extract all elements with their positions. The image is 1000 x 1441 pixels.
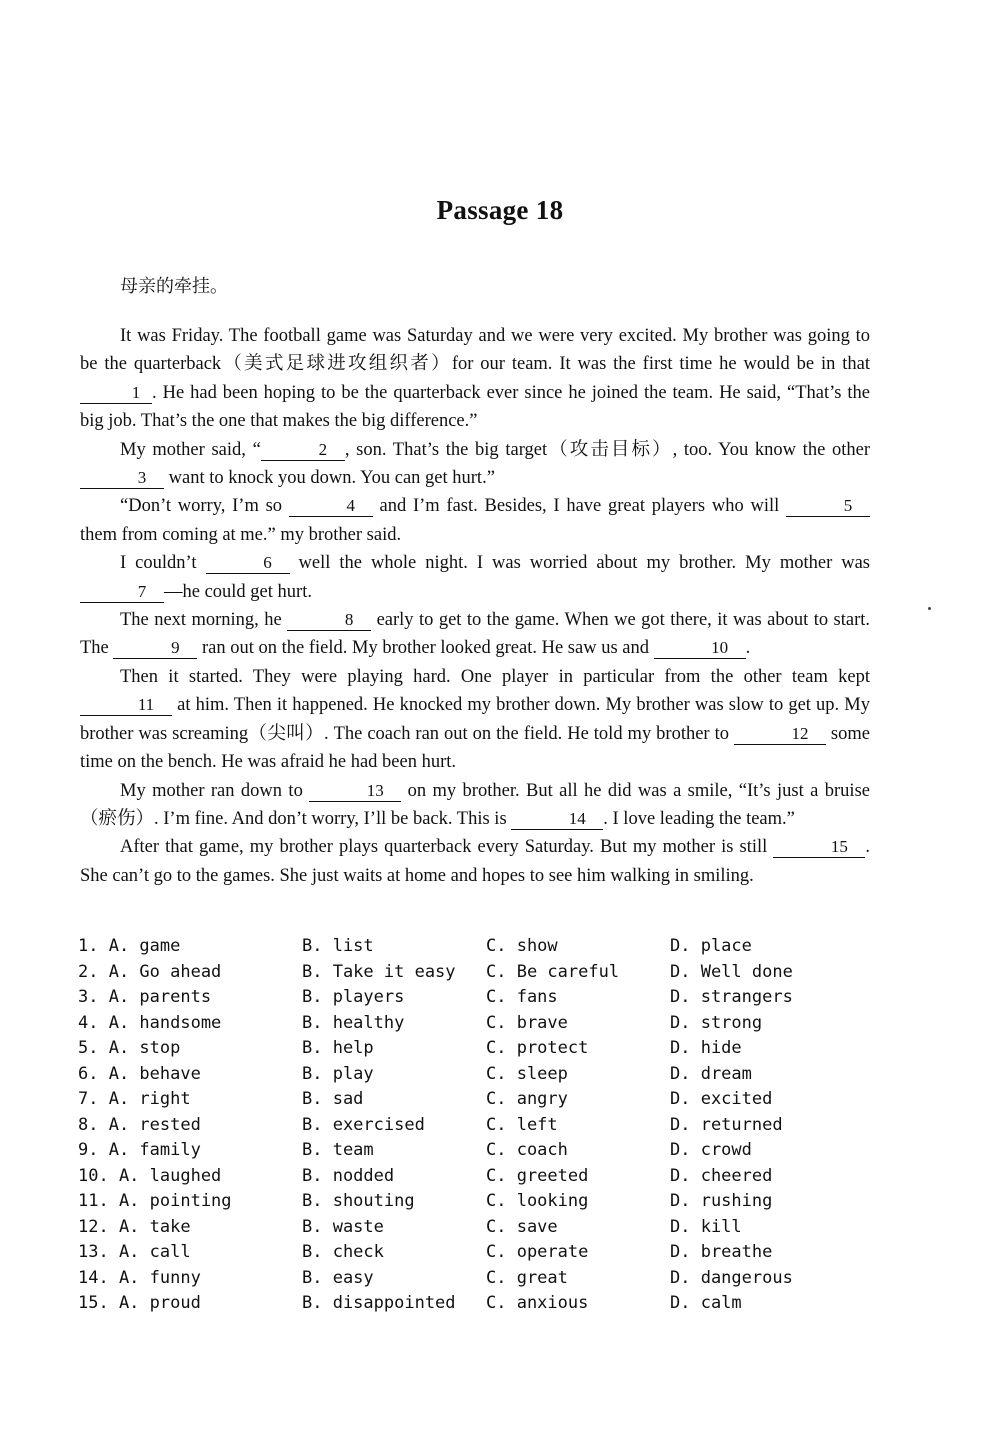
option-2-a: 2. A. Go ahead bbox=[78, 961, 222, 982]
paragraph-text: The next morning, he bbox=[120, 610, 288, 631]
paragraph-text: . I love leading the team.” bbox=[603, 808, 795, 829]
option-12-b: B. waste bbox=[302, 1216, 384, 1237]
option-4-b: B. healthy bbox=[302, 1012, 405, 1033]
option-10-d: D. cheered bbox=[670, 1165, 773, 1186]
passage-body bbox=[80, 322, 870, 890]
option-8-d: D. returned bbox=[670, 1114, 783, 1135]
option-3-c: C. fans bbox=[486, 987, 558, 1007]
option-1-d: D. place bbox=[670, 936, 752, 956]
option-3-d: D. strangers bbox=[670, 987, 793, 1007]
option-2-b: B. Take it easy bbox=[302, 961, 456, 982]
paragraph-text: “Don’t worry, I’m so bbox=[120, 496, 289, 517]
option-11-d: D. rushing bbox=[670, 1191, 773, 1211]
blank-4: 4 bbox=[289, 496, 373, 517]
scan-speck bbox=[928, 607, 931, 610]
option-row bbox=[78, 1013, 958, 1039]
option-4-a: 4. A. handsome bbox=[78, 1012, 222, 1033]
option-15-c: C. anxious bbox=[486, 1293, 589, 1313]
option-10-a: 10. A. laughed bbox=[78, 1165, 222, 1186]
paragraph-text: , son. That’s the big target（攻击目标）, too. You know the other bbox=[344, 439, 870, 460]
option-row bbox=[78, 1242, 958, 1268]
paragraph bbox=[80, 606, 870, 663]
option-8-c: C. left bbox=[486, 1114, 558, 1135]
option-5-c: C. protect bbox=[486, 1038, 589, 1058]
paragraph-text: want to knock you down. You can get hurt.” bbox=[164, 468, 495, 489]
blank-13: 13 bbox=[309, 781, 401, 802]
option-row bbox=[78, 936, 958, 962]
blank-5: 5 bbox=[786, 496, 870, 517]
paragraph-text: It was Friday. The football game was Saturday and we were very excited. My brother was going to be the quarterback（美式足球进攻组织者）for our team. It was the first time he would be in that bbox=[80, 326, 870, 375]
blank-8: 8 bbox=[287, 610, 371, 631]
blank-14: 14 bbox=[511, 809, 603, 830]
option-12-c: C. save bbox=[486, 1216, 558, 1237]
paragraph-text: on my brother. But all he did was a smile, “It’s just a bruise（瘀伤）. I’m fine. And don’t worry, I’ll be back. This is bbox=[80, 780, 870, 829]
option-9-a: 9. A. family bbox=[78, 1140, 201, 1160]
option-4-d: D. strong bbox=[670, 1012, 763, 1033]
option-row bbox=[78, 1064, 958, 1090]
paragraph-text: early to get to the game. When we got there, it was about to start. The bbox=[80, 610, 870, 659]
option-14-a: 14. A. funny bbox=[78, 1267, 201, 1288]
option-15-a: 15. A. proud bbox=[78, 1293, 201, 1313]
option-11-b: B. shouting bbox=[302, 1191, 415, 1211]
option-5-b: B. help bbox=[302, 1038, 374, 1058]
paragraph bbox=[80, 322, 870, 436]
paragraph-text: —he could get hurt. bbox=[164, 581, 312, 602]
option-9-c: C. coach bbox=[486, 1140, 568, 1160]
option-8-a: 8. A. rested bbox=[78, 1114, 201, 1135]
option-14-c: C. great bbox=[486, 1267, 568, 1288]
paragraph-text: . bbox=[745, 638, 751, 659]
option-9-d: D. crowd bbox=[670, 1140, 752, 1160]
blank-12: 12 bbox=[734, 724, 826, 745]
blank-3: 3 bbox=[80, 468, 164, 489]
answer-options bbox=[78, 936, 958, 1319]
option-13-a: 13. A. call bbox=[78, 1242, 191, 1262]
option-row bbox=[78, 962, 958, 988]
option-6-c: C. sleep bbox=[486, 1063, 568, 1084]
passage-title: Passage 18 bbox=[436, 195, 564, 225]
option-1-b: B. list bbox=[302, 936, 374, 956]
option-row bbox=[78, 1191, 958, 1217]
option-4-c: C. brave bbox=[486, 1012, 568, 1033]
paragraph bbox=[80, 777, 870, 834]
option-14-b: B. easy bbox=[302, 1267, 374, 1288]
paragraph-text: . He had been hoping to be the quarterback ever since he joined the team. He said, “That’s the big job. That’s the one that makes the big difference.” bbox=[80, 382, 870, 432]
option-6-a: 6. A. behave bbox=[78, 1063, 201, 1084]
option-row bbox=[78, 1115, 958, 1141]
passage-intro: 母亲的牵挂。 bbox=[120, 276, 228, 297]
option-15-b: B. disappointed bbox=[302, 1293, 456, 1313]
paragraph bbox=[80, 833, 870, 890]
option-5-d: D. hide bbox=[670, 1038, 742, 1058]
paragraph-text: . She can’t go to the games. She just waits at home and hopes to see him walking in smiling. bbox=[80, 837, 870, 886]
option-1-a: 1. A. game bbox=[78, 936, 181, 956]
option-8-b: B. exercised bbox=[302, 1114, 425, 1135]
option-row bbox=[78, 1140, 958, 1166]
blank-9: 9 bbox=[113, 638, 197, 659]
option-10-b: B. nodded bbox=[302, 1165, 395, 1186]
option-6-d: D. dream bbox=[670, 1063, 752, 1084]
option-13-d: D. breathe bbox=[670, 1242, 773, 1262]
option-12-d: D. kill bbox=[670, 1216, 742, 1237]
paragraph-text: well the whole night. I was worried about my brother. My mother was bbox=[289, 553, 871, 574]
option-13-b: B. check bbox=[302, 1242, 384, 1262]
option-6-b: B. play bbox=[302, 1063, 374, 1084]
option-11-c: C. looking bbox=[486, 1191, 589, 1211]
paragraph-text: them from coming at me.” my brother said. bbox=[80, 524, 402, 545]
blank-11: 11 bbox=[80, 695, 172, 716]
option-13-c: C. operate bbox=[486, 1242, 589, 1262]
paragraph-text: at him. Then it happened. He knocked my brother down. My brother was slow to get up. My brother was screaming（尖叫）. The coach ran out on the field. He told my brother to bbox=[80, 695, 870, 744]
paragraph-text: and I’m fast. Besides, I have great players who will bbox=[372, 496, 786, 517]
option-2-c: C. Be careful bbox=[486, 961, 620, 982]
option-row bbox=[78, 987, 958, 1013]
option-15-d: D. calm bbox=[670, 1293, 742, 1313]
paragraph-text: After that game, my brother plays quarterback every Saturday. But my mother is still bbox=[120, 837, 774, 858]
option-9-b: B. team bbox=[302, 1140, 374, 1160]
blank-10: 10 bbox=[654, 638, 746, 659]
option-3-b: B. players bbox=[302, 987, 405, 1007]
option-7-a: 7. A. right bbox=[78, 1089, 191, 1109]
blank-15: 15 bbox=[773, 837, 865, 858]
option-7-d: D. excited bbox=[670, 1089, 773, 1109]
option-row bbox=[78, 1038, 958, 1064]
blank-7: 7 bbox=[80, 582, 164, 603]
paragraph-text: I couldn’t bbox=[120, 553, 206, 574]
blank-6: 6 bbox=[206, 553, 290, 574]
blank-1: 1 bbox=[80, 383, 152, 404]
option-12-a: 12. A. take bbox=[78, 1216, 191, 1237]
option-7-b: B. sad bbox=[302, 1089, 364, 1109]
option-row bbox=[78, 1268, 958, 1294]
option-2-d: D. Well done bbox=[670, 961, 793, 982]
option-11-a: 11. A. pointing bbox=[78, 1191, 232, 1211]
option-5-a: 5. A. stop bbox=[78, 1038, 181, 1058]
paragraph bbox=[80, 436, 870, 493]
option-row bbox=[78, 1217, 958, 1243]
paragraph-text: ran out on the field. My brother looked great. He saw us and bbox=[197, 638, 654, 659]
paragraph bbox=[80, 549, 870, 606]
paragraph bbox=[80, 492, 870, 549]
option-14-d: D. dangerous bbox=[670, 1267, 793, 1288]
paragraph bbox=[80, 663, 870, 777]
option-10-c: C. greeted bbox=[486, 1165, 589, 1186]
option-row bbox=[78, 1166, 958, 1192]
option-7-c: C. angry bbox=[486, 1089, 568, 1109]
option-1-c: C. show bbox=[486, 936, 558, 956]
blank-2: 2 bbox=[261, 440, 345, 461]
paragraph-text: some time on the bench. He was afraid he had been hurt. bbox=[80, 723, 870, 773]
paragraph-text: My mother ran down to bbox=[120, 780, 310, 801]
paragraph-text: My mother said, “ bbox=[120, 439, 261, 460]
option-3-a: 3. A. parents bbox=[78, 987, 212, 1007]
paragraph-text: Then it started. They were playing hard. One player in particular from the other team kept bbox=[120, 666, 870, 687]
option-row bbox=[78, 1089, 958, 1115]
option-row bbox=[78, 1293, 958, 1319]
